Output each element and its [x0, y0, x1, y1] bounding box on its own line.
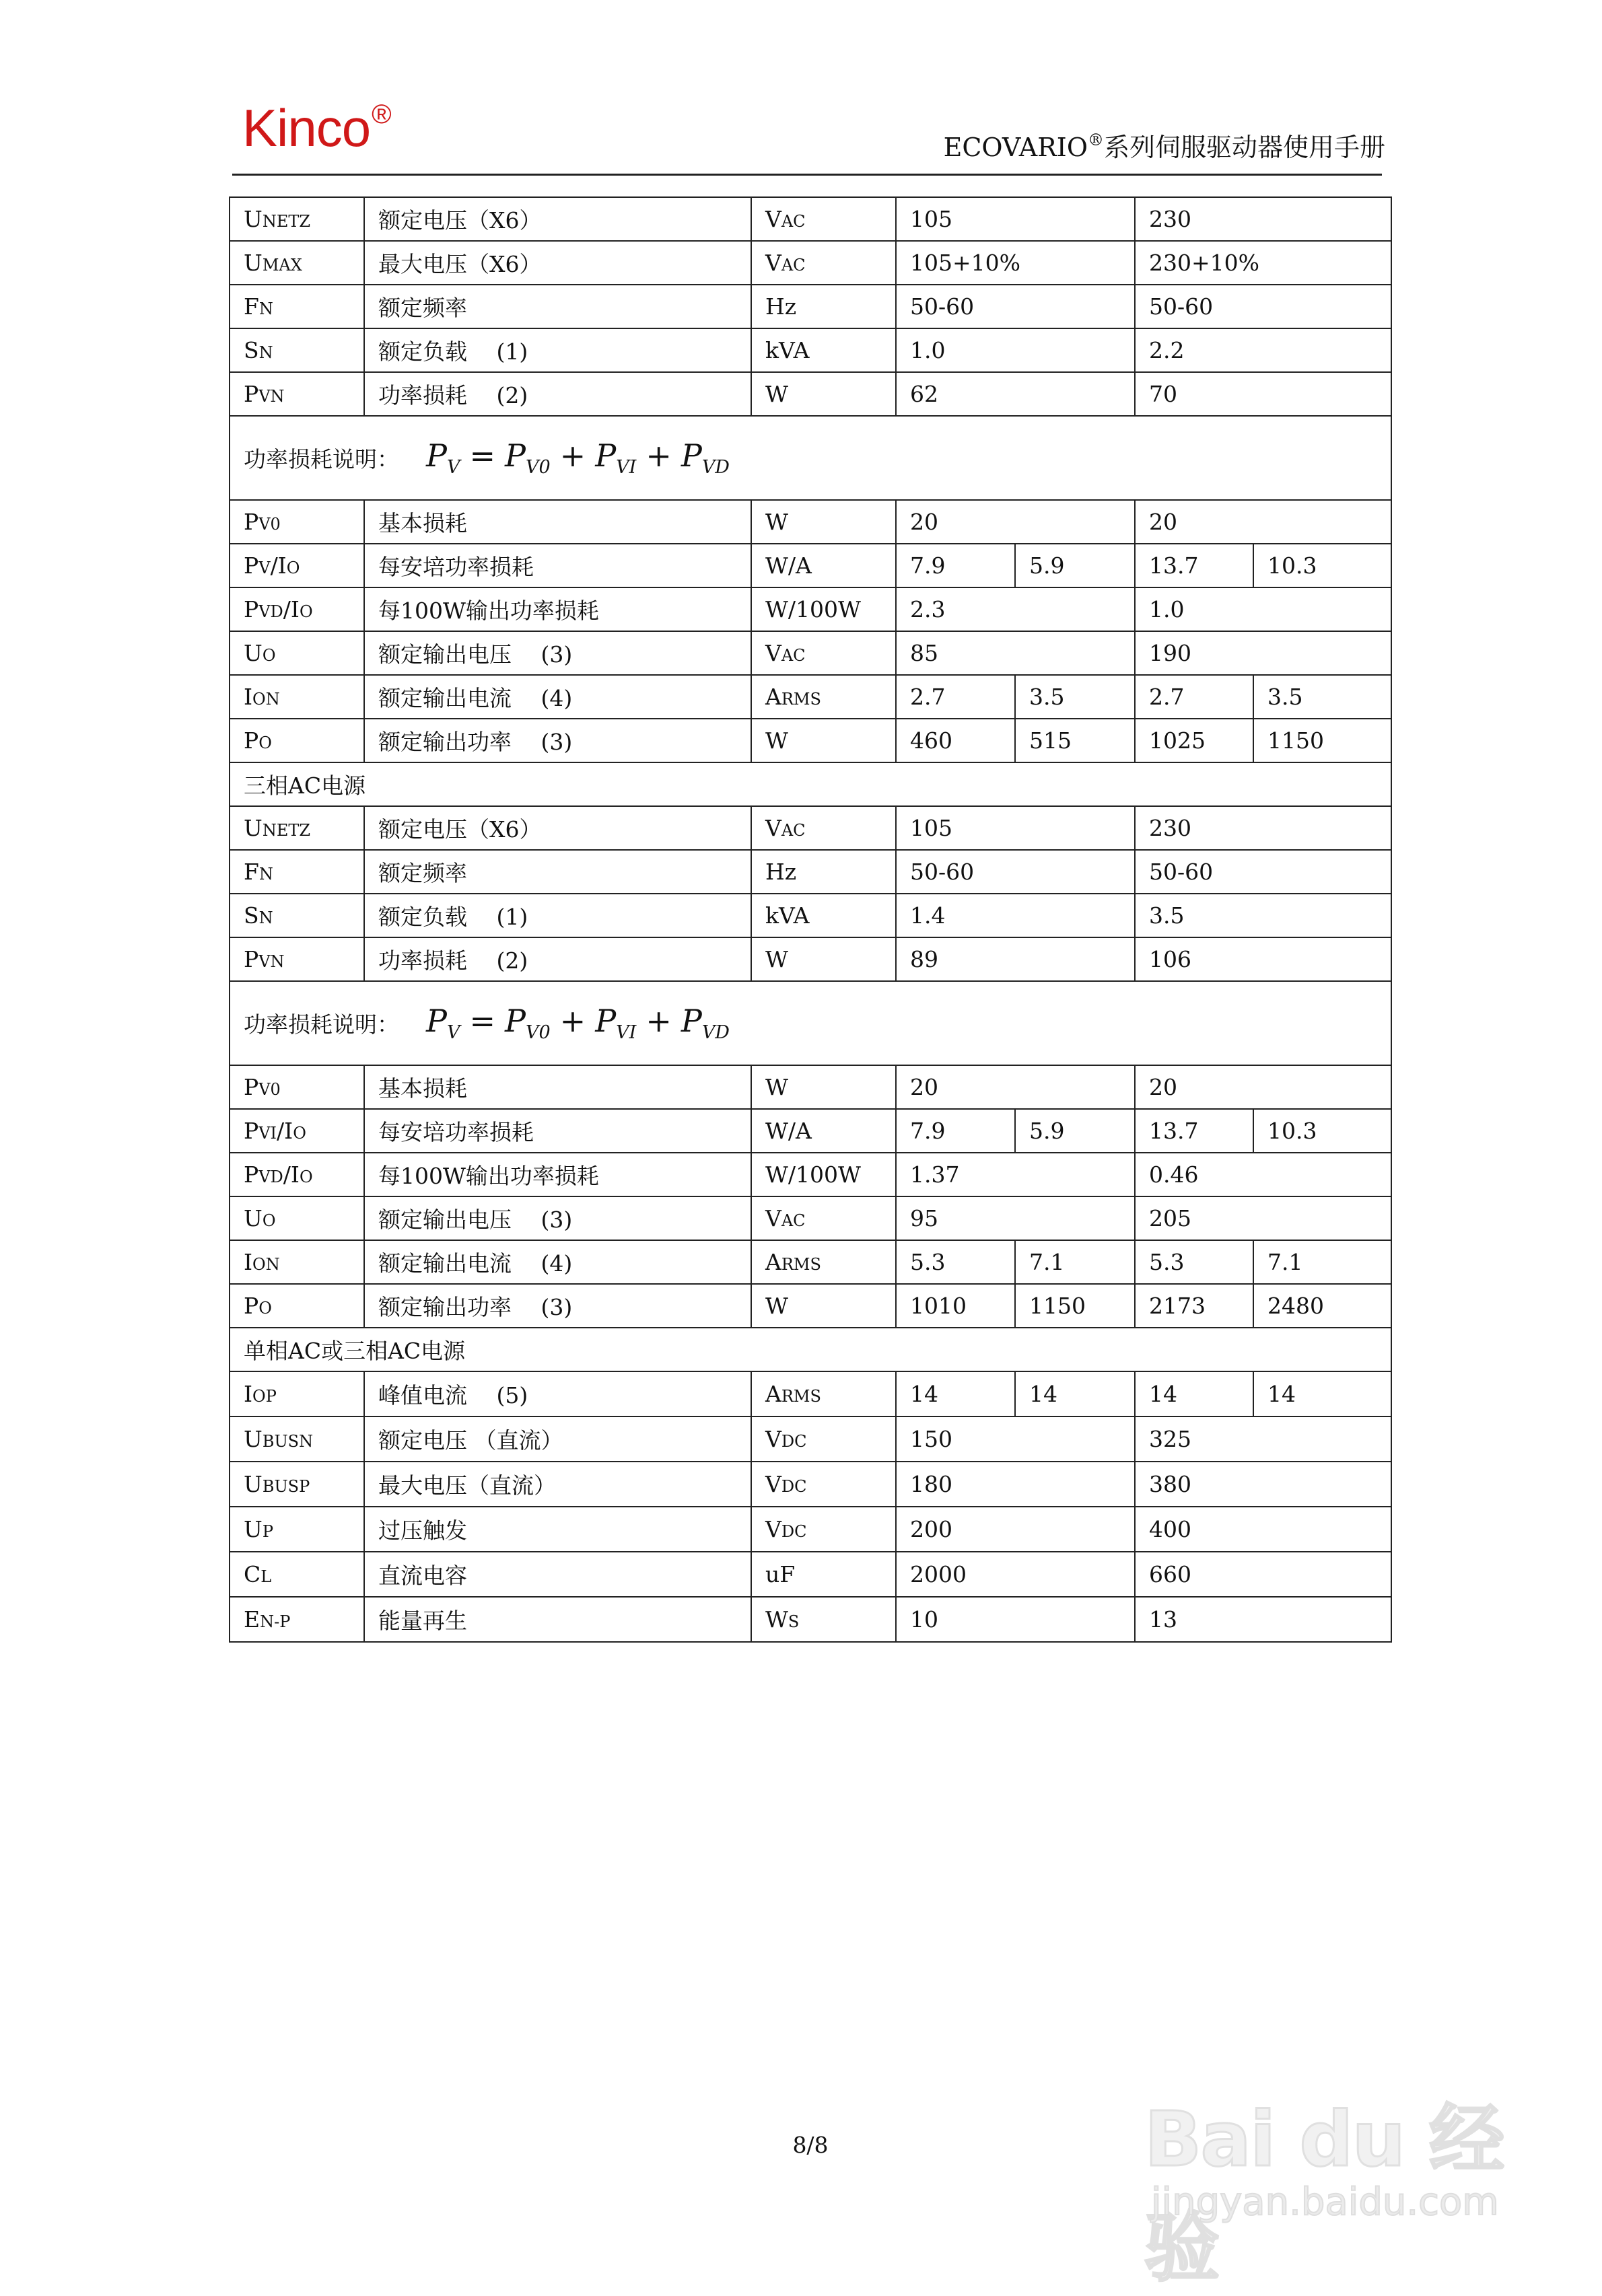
value-cell: 13.7: [1135, 1109, 1253, 1153]
param-symbol: PVD/IO: [230, 587, 364, 631]
param-symbol: UNETZ: [230, 197, 364, 241]
value-cell: 325: [1135, 1416, 1391, 1462]
param-name: 最大电压（X6）: [364, 241, 751, 285]
formula-label: 功率损耗说明：: [244, 446, 399, 472]
param-name: 额定电压（X6）: [364, 806, 751, 850]
formula-row: [230, 981, 1391, 1065]
param-symbol: UBUSN: [230, 1416, 364, 1462]
formula-cell: [230, 981, 1391, 1065]
value-cell: 1010: [896, 1284, 1015, 1328]
value-cell: 2.7: [896, 675, 1015, 719]
value-cell: 230: [1135, 197, 1391, 241]
param-name: 功率损耗 (2): [364, 937, 751, 981]
value-cell: 7.1: [1015, 1240, 1135, 1284]
value-cell: 3.5: [1253, 675, 1391, 719]
value-cell: 13.7: [1135, 544, 1253, 587]
table-row: [230, 1196, 1391, 1240]
value-cell: 7.1: [1253, 1240, 1391, 1284]
value-cell: 20: [896, 1065, 1135, 1109]
param-symbol: PVN: [230, 372, 364, 416]
power-loss-formula: $P_V = P_{V0} + P_{VI} + P_{VD}$: [426, 437, 730, 478]
formula-symbol: P: [426, 1003, 447, 1040]
table-row: [230, 937, 1391, 981]
formula-symbol: P: [595, 1003, 617, 1040]
value-cell: 5.3: [896, 1240, 1015, 1284]
section-title: 三相AC电源: [230, 762, 1391, 806]
value-cell: 460: [896, 719, 1015, 762]
param-name: 额定输出电压 (3): [364, 1196, 751, 1240]
value-cell: 200: [896, 1507, 1135, 1552]
param-symbol: PV/IO: [230, 544, 364, 587]
baidu-watermark: [1138, 2066, 1541, 2292]
param-name: 额定频率: [364, 850, 751, 894]
formula-label: 功率损耗说明：: [244, 1011, 399, 1038]
value-cell: 230: [1135, 806, 1391, 850]
value-cell: 10.3: [1253, 544, 1391, 587]
param-symbol: SN: [230, 328, 364, 372]
param-name: 额定电压（X6）: [364, 197, 751, 241]
value-cell: 105+10%: [896, 241, 1135, 285]
value-cell: 150: [896, 1416, 1135, 1462]
value-cell: 85: [896, 631, 1135, 675]
value-cell: 190: [1135, 631, 1391, 675]
section-row: [230, 762, 1391, 806]
value-cell: 106: [1135, 937, 1391, 981]
formula-symbol: P: [681, 1003, 702, 1040]
table-row: [230, 1153, 1391, 1196]
param-unit: uF: [751, 1552, 896, 1597]
value-cell: 660: [1135, 1552, 1391, 1597]
value-cell: 380: [1135, 1462, 1391, 1507]
value-cell: 3.5: [1015, 675, 1135, 719]
param-name: 额定输出电流 (4): [364, 1240, 751, 1284]
table-row: [230, 1065, 1391, 1109]
param-symbol: UP: [230, 1507, 364, 1552]
table-row: [230, 241, 1391, 285]
param-name: 最大电压（直流）: [364, 1462, 751, 1507]
table-row: [230, 1507, 1391, 1552]
kinco-logo: Kinco®: [242, 98, 391, 157]
formula-cell: [230, 416, 1391, 500]
value-cell: 10: [896, 1597, 1135, 1642]
value-cell: 1150: [1015, 1284, 1135, 1328]
value-cell: 1.0: [1135, 587, 1391, 631]
spec-table: [229, 196, 1392, 1643]
param-name: 额定负载 (1): [364, 328, 751, 372]
formula-symbol: P: [505, 1003, 526, 1040]
param-name: 基本损耗: [364, 1065, 751, 1109]
param-symbol: PVN: [230, 937, 364, 981]
param-unit: W: [751, 1065, 896, 1109]
param-unit: W/A: [751, 544, 896, 587]
value-cell: 1150: [1253, 719, 1391, 762]
formula-symbol: P: [681, 437, 702, 474]
param-symbol: PO: [230, 1284, 364, 1328]
value-cell: 50-60: [1135, 285, 1391, 328]
value-cell: 5.9: [1015, 544, 1135, 587]
value-cell: 2.7: [1135, 675, 1253, 719]
watermark-url: jingyan.baidu.com: [1151, 2180, 1499, 2224]
param-name: 能量再生: [364, 1597, 751, 1642]
param-symbol: IOP: [230, 1371, 364, 1416]
table-row: [230, 806, 1391, 850]
baidu-jingyan-logo: Bai du 经验: [1144, 2096, 1504, 2292]
formula-symbol: P: [426, 437, 447, 474]
value-cell: 7.9: [896, 1109, 1015, 1153]
param-symbol: FN: [230, 285, 364, 328]
table-row: [230, 1416, 1391, 1462]
param-unit: W: [751, 937, 896, 981]
table-row: [230, 719, 1391, 762]
value-cell: 230+10%: [1135, 241, 1391, 285]
param-unit: kVA: [751, 328, 896, 372]
value-cell: 50-60: [896, 285, 1135, 328]
value-cell: 180: [896, 1462, 1135, 1507]
table-row: [230, 544, 1391, 587]
param-symbol: UMAX: [230, 241, 364, 285]
param-unit: VAC: [751, 1196, 896, 1240]
value-cell: 1.4: [896, 894, 1135, 937]
param-unit: ARMS: [751, 1240, 896, 1284]
param-name: 额定频率: [364, 285, 751, 328]
param-unit: ARMS: [751, 675, 896, 719]
value-cell: 89: [896, 937, 1135, 981]
param-unit: ARMS: [751, 1371, 896, 1416]
table-row: [230, 197, 1391, 241]
table-row: [230, 675, 1391, 719]
param-symbol: EN-P: [230, 1597, 364, 1642]
param-unit: VAC: [751, 806, 896, 850]
table-row: [230, 328, 1391, 372]
param-unit: VDC: [751, 1507, 896, 1552]
value-cell: 515: [1015, 719, 1135, 762]
param-name: 每安培功率损耗: [364, 1109, 751, 1153]
table-row: [230, 850, 1391, 894]
value-cell: 7.9: [896, 544, 1015, 587]
param-name: 每100W输出功率损耗: [364, 587, 751, 631]
param-name: 功率损耗 (2): [364, 372, 751, 416]
value-cell: 20: [1135, 500, 1391, 544]
param-unit: W/100W: [751, 587, 896, 631]
value-cell: 0.46: [1135, 1153, 1391, 1196]
value-cell: 1025: [1135, 719, 1253, 762]
param-name: 额定电压 （直流）: [364, 1416, 751, 1462]
param-symbol: ION: [230, 675, 364, 719]
value-cell: 1.37: [896, 1153, 1135, 1196]
value-cell: 14: [1135, 1371, 1253, 1416]
value-cell: 20: [1135, 1065, 1391, 1109]
value-cell: 2.3: [896, 587, 1135, 631]
value-cell: 105: [896, 197, 1135, 241]
value-cell: 14: [1015, 1371, 1135, 1416]
value-cell: 2.2: [1135, 328, 1391, 372]
value-cell: 2000: [896, 1552, 1135, 1597]
table-row: [230, 1552, 1391, 1597]
param-unit: VDC: [751, 1416, 896, 1462]
table-row: [230, 587, 1391, 631]
param-symbol: PV0: [230, 500, 364, 544]
param-name: 额定负载 (1): [364, 894, 751, 937]
param-symbol: UBUSP: [230, 1462, 364, 1507]
param-name: 直流电容: [364, 1552, 751, 1597]
table-row: [230, 1240, 1391, 1284]
formula-row: [230, 416, 1391, 500]
table-row: [230, 500, 1391, 544]
param-symbol: UNETZ: [230, 806, 364, 850]
value-cell: 50-60: [896, 850, 1135, 894]
param-unit: Hz: [751, 285, 896, 328]
value-cell: 105: [896, 806, 1135, 850]
value-cell: 2480: [1253, 1284, 1391, 1328]
value-cell: 95: [896, 1196, 1135, 1240]
value-cell: 2173: [1135, 1284, 1253, 1328]
param-symbol: PV0: [230, 1065, 364, 1109]
spec-table-body: [230, 197, 1391, 1642]
param-unit: W/A: [751, 1109, 896, 1153]
param-unit: VAC: [751, 241, 896, 285]
param-unit: kVA: [751, 894, 896, 937]
param-name: 额定输出电压 (3): [364, 631, 751, 675]
param-symbol: CL: [230, 1552, 364, 1597]
param-unit: W/100W: [751, 1153, 896, 1196]
param-name: 每安培功率损耗: [364, 544, 751, 587]
param-symbol: PVI/IO: [230, 1109, 364, 1153]
header-rule: [232, 174, 1382, 176]
param-name: 额定输出功率 (3): [364, 1284, 751, 1328]
table-row: [230, 1462, 1391, 1507]
param-name: 过压触发: [364, 1507, 751, 1552]
value-cell: 5.9: [1015, 1109, 1135, 1153]
value-cell: 13: [1135, 1597, 1391, 1642]
value-cell: 14: [1253, 1371, 1391, 1416]
table-row: [230, 285, 1391, 328]
table-row: [230, 894, 1391, 937]
param-name: 额定输出电流 (4): [364, 675, 751, 719]
param-name: 每100W输出功率损耗: [364, 1153, 751, 1196]
param-name: 峰值电流 (5): [364, 1371, 751, 1416]
param-symbol: UO: [230, 1196, 364, 1240]
power-loss-formula: $P_V = P_{V0} + P_{VI} + P_{VD}$: [426, 1003, 730, 1044]
table-row: [230, 1109, 1391, 1153]
param-unit: W: [751, 719, 896, 762]
value-cell: 14: [896, 1371, 1015, 1416]
formula-symbol: P: [595, 437, 617, 474]
param-unit: VAC: [751, 197, 896, 241]
param-name: 额定输出功率 (3): [364, 719, 751, 762]
formula-symbol: P: [505, 437, 526, 474]
param-unit: W: [751, 500, 896, 544]
param-unit: Hz: [751, 850, 896, 894]
value-cell: 1.0: [896, 328, 1135, 372]
param-symbol: UO: [230, 631, 364, 675]
document-title: ECOVARIO®系列伺服驱动器使用手册: [943, 131, 1385, 162]
param-unit: W: [751, 372, 896, 416]
value-cell: 10.3: [1253, 1109, 1391, 1153]
param-unit: VDC: [751, 1462, 896, 1507]
param-symbol: ION: [230, 1240, 364, 1284]
param-name: 基本损耗: [364, 500, 751, 544]
value-cell: 400: [1135, 1507, 1391, 1552]
param-symbol: FN: [230, 850, 364, 894]
value-cell: 20: [896, 500, 1135, 544]
param-symbol: PVD/IO: [230, 1153, 364, 1196]
value-cell: 50-60: [1135, 850, 1391, 894]
table-row: [230, 631, 1391, 675]
page-number: 8/8: [792, 2132, 829, 2158]
table-row: [230, 1597, 1391, 1642]
param-unit: W: [751, 1284, 896, 1328]
param-unit: WS: [751, 1597, 896, 1642]
value-cell: 5.3: [1135, 1240, 1253, 1284]
section-title: 单相AC或三相AC电源: [230, 1328, 1391, 1371]
table-row: [230, 372, 1391, 416]
param-symbol: PO: [230, 719, 364, 762]
param-unit: VAC: [751, 631, 896, 675]
table-row: [230, 1284, 1391, 1328]
value-cell: 62: [896, 372, 1135, 416]
table-row: [230, 1371, 1391, 1416]
section-row: [230, 1328, 1391, 1371]
value-cell: 3.5: [1135, 894, 1391, 937]
param-symbol: SN: [230, 894, 364, 937]
value-cell: 205: [1135, 1196, 1391, 1240]
value-cell: 70: [1135, 372, 1391, 416]
